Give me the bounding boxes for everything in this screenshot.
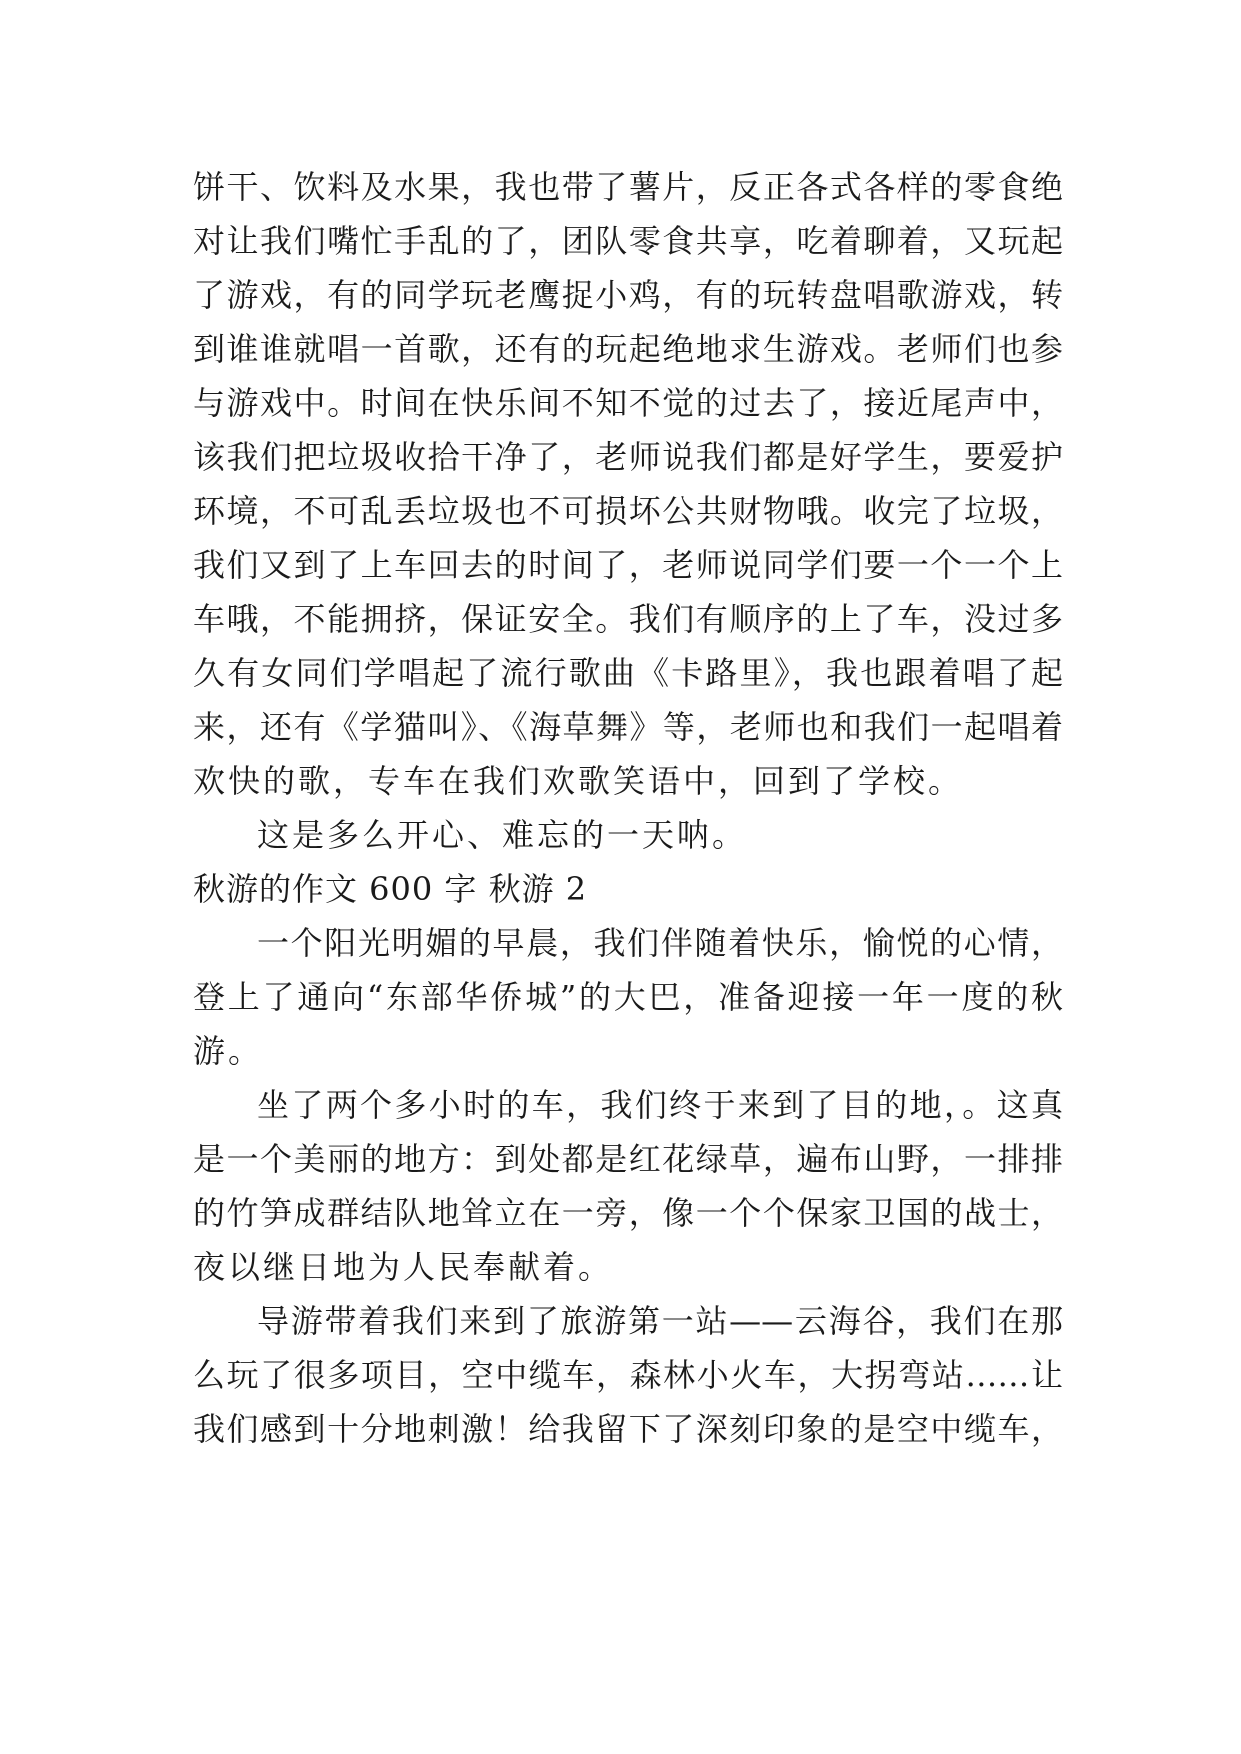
text-line: 饼干、饮料及水果，我也带了薯片，反正各式各样的零食绝: [193, 168, 1063, 206]
text-line: 车哦，不能拥挤，保证安全。我们有顺序的上了车，没过多: [193, 600, 1063, 638]
paragraph-line: 坐了两个多小时的车，我们终于来到了目的地，。这真: [257, 1086, 1063, 1124]
text-line: 我们感到十分地刺激！给我留下了深刻印象的是空中缆车，: [193, 1410, 1063, 1448]
text-line: 来，还有《学猫叫》、《海草舞》等，老师也和我们一起唱着: [193, 708, 1063, 746]
text-line: 久有女同们学唱起了流行歌曲《卡路里》，我也跟着唱了起: [193, 654, 1063, 692]
text-line: 夜以继日地为人民奉献着。: [193, 1248, 614, 1286]
paragraph-line: 一个阳光明媚的早晨，我们伴随着快乐，愉悦的心情，: [257, 924, 1063, 962]
text-line: 是一个美丽的地方：到处都是红花绿草，遍布山野，一排排: [193, 1140, 1063, 1178]
text-line: 对让我们嘴忙手乱的了，团队零食共享，吃着聊着，又玩起: [193, 222, 1063, 260]
text-line: 登上了通向“东部华侨城”的大巴，准备迎接一年一度的秋: [193, 978, 1063, 1016]
paragraph-line: 导游带着我们来到了旅游第一站——云海谷，我们在那: [257, 1302, 1063, 1340]
document-body: [193, 160, 1063, 1456]
text-line: 到谁谁就唱一首歌，还有的玩起绝地求生游戏。老师们也参: [193, 330, 1063, 368]
text-line: 与游戏中。时间在快乐间不知不觉的过去了，接近尾声中，: [193, 384, 1063, 422]
paragraph-line: 这是多么开心、难忘的一天呐。: [257, 816, 748, 854]
text-line: 该我们把垃圾收拾干净了，老师说我们都是好学生，要爱护: [193, 438, 1063, 476]
text-line: 么玩了很多项目，空中缆车，森林小火车，大拐弯站……让: [193, 1356, 1063, 1394]
text-line: 的竹笋成群结队地耸立在一旁，像一个个保家卫国的战士，: [193, 1194, 1063, 1232]
text-line: 环境，不可乱丢垃圾也不可损坏公共财物哦。收完了垃圾，: [193, 492, 1063, 530]
section-heading: 秋游的作文 600 字 秋游 2: [193, 870, 588, 908]
text-line: 我们又到了上车回去的时间了，老师说同学们要一个一个上: [193, 546, 1063, 584]
text-line: 了游戏，有的同学玩老鹰捉小鸡，有的玩转盘唱歌游戏，转: [193, 276, 1063, 314]
text-line: 欢快的歌，专车在我们欢歌笑语中，回到了学校。: [193, 762, 964, 800]
text-line: 游。: [193, 1032, 264, 1070]
